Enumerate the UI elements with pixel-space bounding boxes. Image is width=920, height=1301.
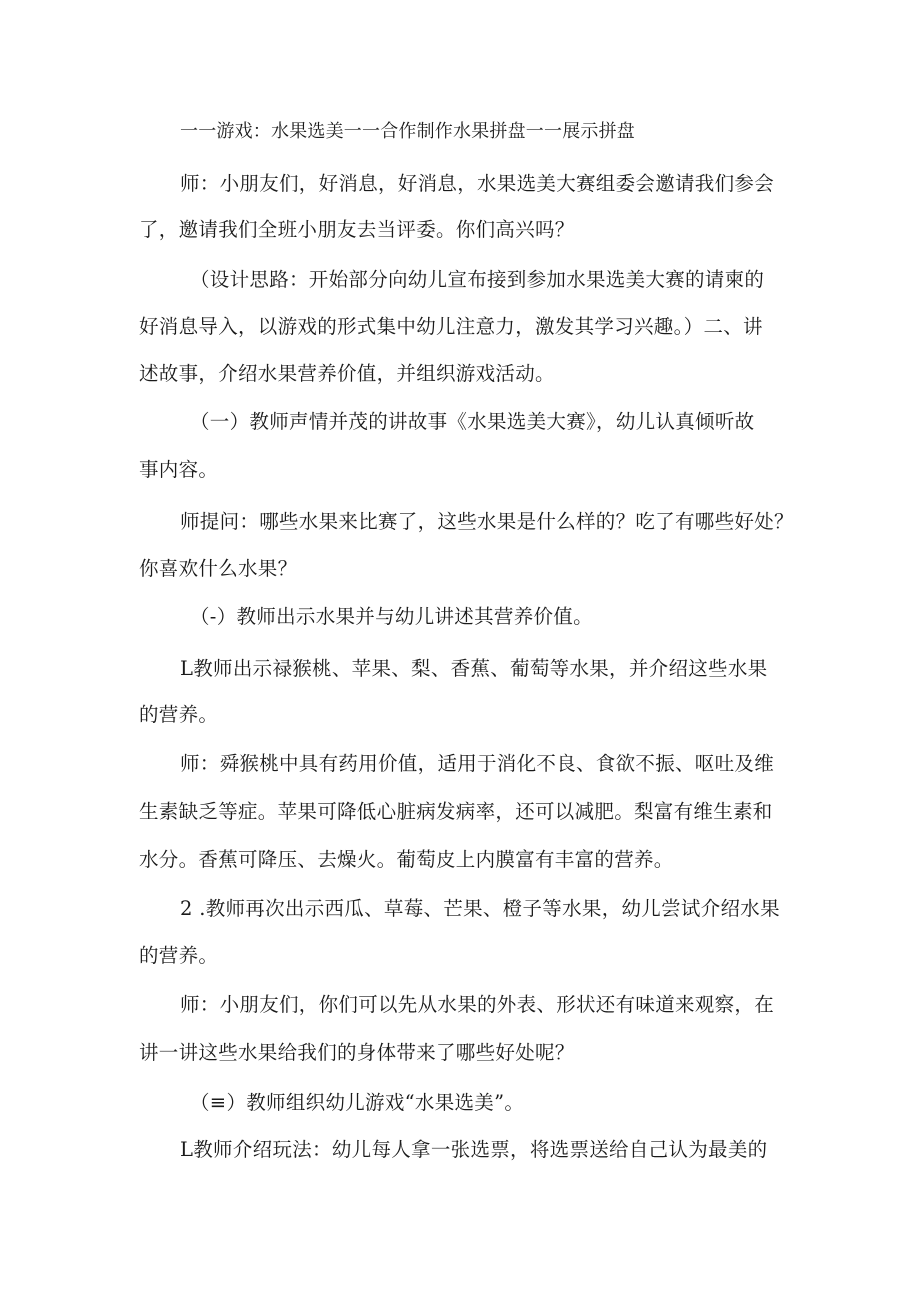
paragraph-step-2-line-2: 的营养。 bbox=[139, 944, 219, 967]
paragraph-nutrition-line-2: 生素缺乏等症。苹果可降低心脏病发病率，还可以减肥。梨富有维生素和 bbox=[139, 800, 773, 823]
activity-heading: 一一游戏：水果选美一一合作制作水果拼盘一一展示拼盘 bbox=[180, 121, 635, 142]
paragraph-storytelling-line-2: 事内容。 bbox=[139, 458, 219, 481]
section-heading-show-fruit: （-）教师出示水果并与幼儿讲述其营养价值。 bbox=[190, 605, 593, 628]
paragraph-step-2-line-1: 2 .教师再次出示西瓜、草莓、芒果、橙子等水果，幼儿尝试介绍水果 bbox=[180, 897, 780, 920]
section-heading-fruit-pageant-game: （≡）教师组织幼儿游戏“水果选美”。 bbox=[190, 1091, 525, 1114]
paragraph-nutrition-line-3: 水分。香蕉可降压、去燥火。葡萄皮上内膜富有丰富的营养。 bbox=[139, 848, 674, 871]
paragraph-storytelling-line-1: （一）教师声情并茂的讲故事《水果选美大赛》，幼儿认真倾听故 bbox=[190, 410, 755, 433]
paragraph-observation-line-2: 讲一讲这些水果给我们的身体带来了哪些好处呢？ bbox=[139, 1041, 575, 1064]
paragraph-teacher-announcement-line-2: 了，邀请我们全班小朋友去当评委。你们高兴吗？ bbox=[139, 218, 575, 241]
paragraph-teacher-questions-line-2: 你喜欢什么水果？ bbox=[139, 557, 298, 580]
paragraph-nutrition-line-1: 师：舜猴桃中具有药用价值，适用于消化不良、食欲不振、呕吐及维 bbox=[180, 752, 775, 775]
paragraph-game-rules-line-1: L教师介绍玩法：幼儿每人拿一张选票，将选票送给自己认为最美的 bbox=[180, 1138, 768, 1161]
paragraph-teacher-questions-line-1: 师提问：哪些水果来比赛了，这些水果是什么样的？吃了有哪些好处？ bbox=[180, 510, 794, 533]
paragraph-observation-line-1: 师：小朋友们，你们可以先从水果的外表、形状还有味道来观察，在 bbox=[180, 993, 775, 1016]
paragraph-teacher-announcement-line-1: 师：小朋友们，好消息，好消息，水果选美大赛组委会邀请我们参会 bbox=[180, 172, 775, 195]
paragraph-step-1-line-1: L教师出示禄猴桃、苹果、梨、香蕉、葡萄等水果，并介绍这些水果 bbox=[180, 657, 768, 680]
paragraph-design-idea-line-2: 好消息导入，以游戏的形式集中幼儿注意力，激发其学习兴趣。）二、讲 bbox=[139, 315, 763, 338]
paragraph-design-idea-line-3: 述故事，介绍水果营养价值，并组织游戏活动。 bbox=[139, 362, 555, 385]
paragraph-design-idea-line-1: （设计思路：开始部分向幼儿宣布接到参加水果选美大赛的请柬的 bbox=[190, 268, 765, 291]
paragraph-step-1-line-2: 的营养。 bbox=[139, 703, 219, 726]
